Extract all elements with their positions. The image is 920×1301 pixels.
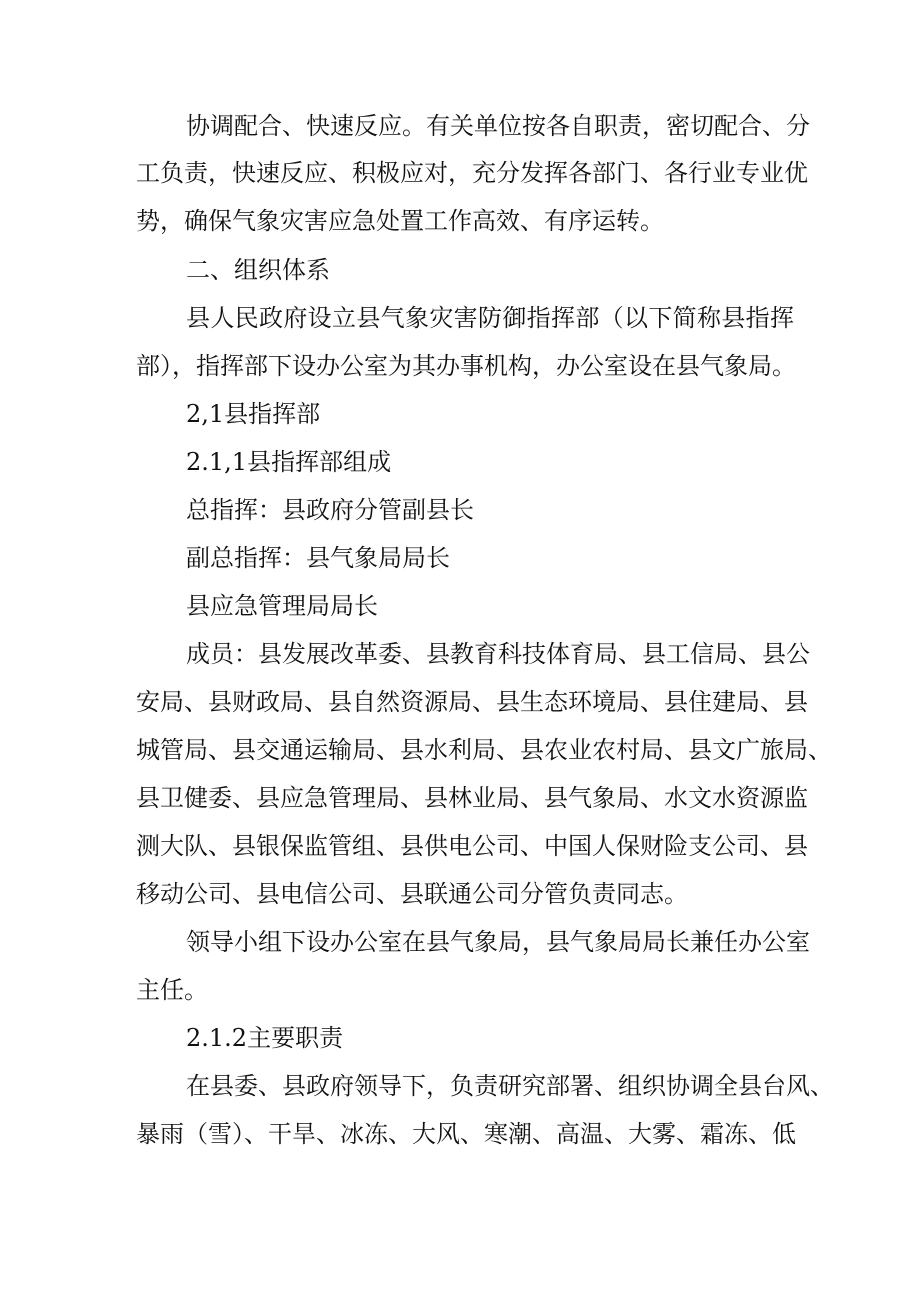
text-line — [0, 303, 920, 333]
heading-text: 2.1,1县指挥部组成 — [186, 448, 392, 476]
line-text: 工负责，快速反应、积极应对，充分发挥各部门、各行业专业优 — [136, 159, 808, 187]
text-line — [0, 495, 920, 525]
line-text: 成员：县发展改革委、县教育科技体育局、县工信局、县公 — [186, 640, 810, 668]
heading-text: 2,1县指挥部 — [186, 400, 321, 428]
text-line — [0, 543, 920, 573]
text-line — [0, 158, 920, 188]
text-line — [0, 206, 920, 236]
text-line — [0, 111, 920, 141]
text-line — [0, 975, 920, 1005]
line-text: 在县委、县政府领导下，负责研究部署、组织协调全县台风、 — [186, 1072, 834, 1100]
text-line — [0, 831, 920, 861]
subsection-heading — [0, 1023, 920, 1053]
text-line — [0, 351, 920, 381]
subsection-heading — [0, 399, 920, 429]
line-text: 势，确保气象灾害应急处置工作高效、有序运转。 — [136, 207, 664, 235]
text-line — [0, 639, 920, 669]
text-line — [0, 735, 920, 765]
line-text: 测大队、县银保监管组、县供电公司、中国人保财险支公司、县 — [136, 832, 808, 860]
line-text: 城管局、县交通运输局、县水利局、县农业农村局、县文广旅局、 — [136, 736, 832, 764]
line-text: 县卫健委、县应急管理局、县林业局、县气象局、水文水资源监 — [136, 784, 808, 812]
text-line — [0, 783, 920, 813]
text-line — [0, 591, 920, 621]
text-line — [0, 1071, 920, 1101]
line-text: 安局、县财政局、县自然资源局、县生态环境局、县住建局、县 — [136, 688, 808, 716]
line-text: 总指挥：县政府分管副县长 — [186, 496, 474, 524]
subsection-heading — [0, 447, 920, 477]
text-line — [0, 1119, 920, 1149]
section-heading — [0, 255, 920, 285]
heading-text: 2.1.2主要职责 — [186, 1024, 344, 1052]
line-text: 移动公司、县电信公司、县联通公司分管负责同志。 — [136, 880, 688, 908]
line-text: 暴雨（雪）、干旱、冰冻、大风、寒潮、高温、大雾、霜冻、低 — [136, 1120, 796, 1148]
text-line — [0, 879, 920, 909]
line-text: 县应急管理局局长 — [186, 592, 378, 620]
line-text: 领导小组下设办公室在县气象局，县气象局局长兼任办公室 — [186, 928, 810, 956]
line-text: 副总指挥：县气象局局长 — [186, 544, 450, 572]
text-line — [0, 927, 920, 957]
line-text: 主任。 — [136, 976, 208, 1004]
line-text: 协调配合、快速反应。有关单位按各自职责，密切配合、分 — [186, 112, 810, 140]
line-text: 县人民政府设立县气象灾害防御指挥部（以下简称县指挥 — [186, 304, 794, 332]
text-line — [0, 687, 920, 717]
heading-text: 二、组织体系 — [186, 256, 330, 284]
line-text: 部），指挥部下设办公室为其办事机构，办公室设在县气象局。 — [136, 352, 796, 380]
